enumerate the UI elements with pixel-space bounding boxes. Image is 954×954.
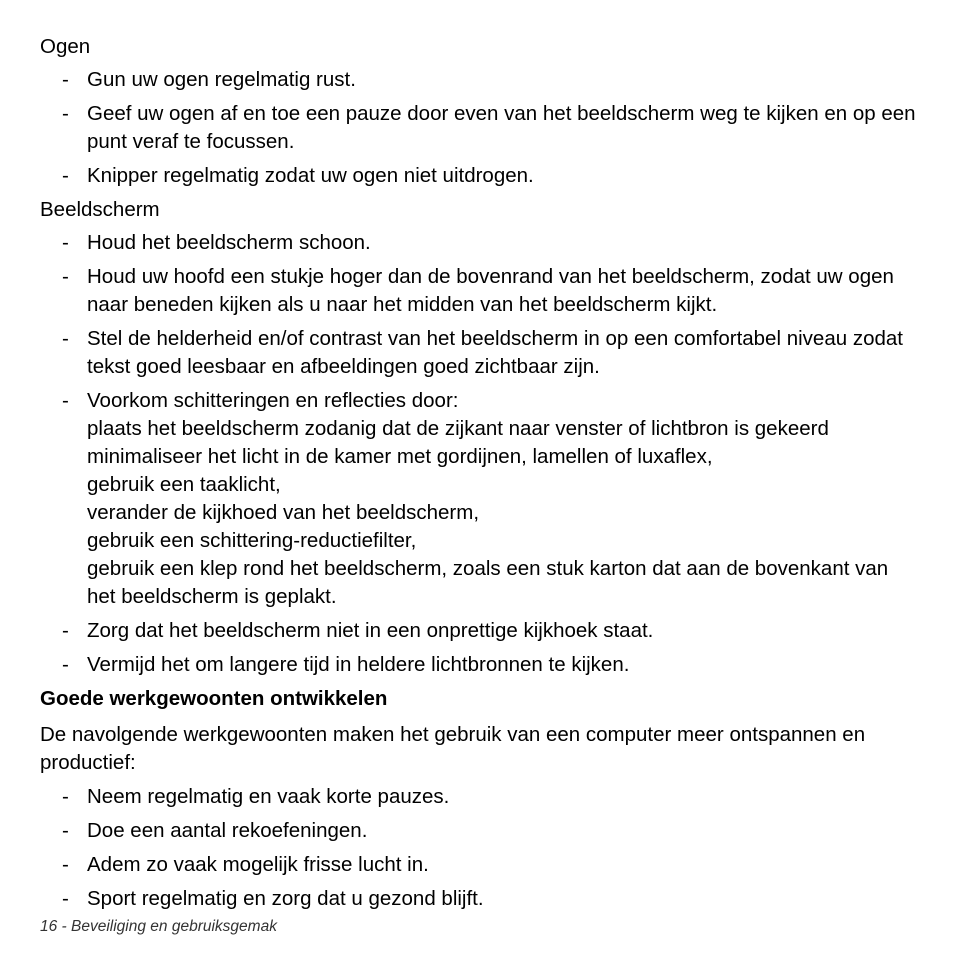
section-label-beeldscherm: Beeldscherm (40, 198, 160, 221)
list-item-text: Sport regelmatig en zorg dat u gezond blijft. (87, 887, 484, 910)
dash-bullet: - (62, 231, 69, 254)
list-item (40, 66, 920, 94)
dash-bullet: - (62, 164, 69, 187)
reflections-line: gebruik een schittering-reductiefilter, (87, 529, 417, 552)
dash-bullet: - (62, 389, 69, 412)
dash-bullet: - (62, 653, 69, 676)
dash-bullet: - (62, 102, 69, 125)
list-item-text: Doe een aantal rekoefeningen. (87, 819, 368, 842)
list-item (40, 783, 920, 811)
list-item-text: Houd het beeldscherm schoon. (87, 231, 371, 254)
werkgewoonten-intro: De navolgende werkgewoonten maken het gebruik van een computer meer ontspannen en productief: (40, 723, 866, 774)
dash-bullet: - (62, 68, 69, 91)
list-item-text: Knipper regelmatig zodat uw ogen niet uitdrogen. (87, 164, 534, 187)
list-item-text: Geef uw ogen af en toe een pauze door even van het beeldscherm weg te kijken en op een punt veraf te focussen. (87, 102, 916, 153)
list-item (40, 229, 920, 257)
list-item (40, 100, 920, 156)
dash-bullet: - (62, 887, 69, 910)
list-item (40, 617, 920, 645)
list-item (40, 817, 920, 845)
list-beeldscherm (40, 229, 920, 679)
section-heading-werkgewoonten: Goede werkgewoonten ontwikkelen (40, 687, 388, 710)
reflections-intro: Voorkom schitteringen en reflecties door: (87, 389, 459, 412)
list-item-text: Vermijd het om langere tijd in heldere lichtbronnen te kijken. (87, 653, 630, 676)
list-item-text: Neem regelmatig en vaak korte pauzes. (87, 785, 450, 808)
list-item-text: Stel de helderheid en/of contrast van het beeldscherm in op een comfortabel niveau zodat tekst goed leesbaar en afbeeldingen goed zichtbaar zijn. (87, 327, 903, 378)
list-item-text: Adem zo vaak mogelijk frisse lucht in. (87, 853, 429, 876)
dash-bullet: - (62, 853, 69, 876)
list-ogen (40, 66, 920, 190)
section-label-ogen: Ogen (40, 35, 91, 58)
dash-bullet: - (62, 265, 69, 288)
list-item-text: Gun uw ogen regelmatig rust. (87, 68, 356, 91)
list-item (40, 651, 920, 679)
list-item (40, 162, 920, 190)
reflections-line: gebruik een klep rond het beeldscherm, zoals een stuk karton dat aan de bovenkant van het beeldscherm is geplakt. (87, 557, 889, 608)
dash-bullet: - (62, 619, 69, 642)
reflections-line: plaats het beeldscherm zodanig dat de zijkant naar venster of lichtbron is gekeerd (87, 417, 829, 440)
dash-bullet: - (62, 327, 69, 350)
document-page (40, 33, 920, 919)
page-footer: 16 - Beveiliging en gebruiksgemak (40, 918, 277, 935)
list-item (40, 885, 920, 913)
list-item (40, 325, 920, 381)
reflections-line: minimaliseer het licht in de kamer met gordijnen, lamellen of luxaflex, (87, 445, 713, 468)
dash-bullet: - (62, 785, 69, 808)
list-item-reflections (40, 387, 920, 611)
list-item-text: Zorg dat het beeldscherm niet in een onprettige kijkhoek staat. (87, 619, 654, 642)
reflections-line: verander de kijkhoed van het beeldscherm, (87, 501, 480, 524)
list-werkgewoonten (40, 783, 920, 913)
list-item (40, 263, 920, 319)
reflections-line: gebruik een taaklicht, (87, 473, 281, 496)
list-item (40, 851, 920, 879)
list-item-text: Houd uw hoofd een stukje hoger dan de bovenrand van het beeldscherm, zodat uw ogen naar beneden kijken als u naar het midden van het beeldscherm kijkt. (87, 265, 894, 316)
dash-bullet: - (62, 819, 69, 842)
